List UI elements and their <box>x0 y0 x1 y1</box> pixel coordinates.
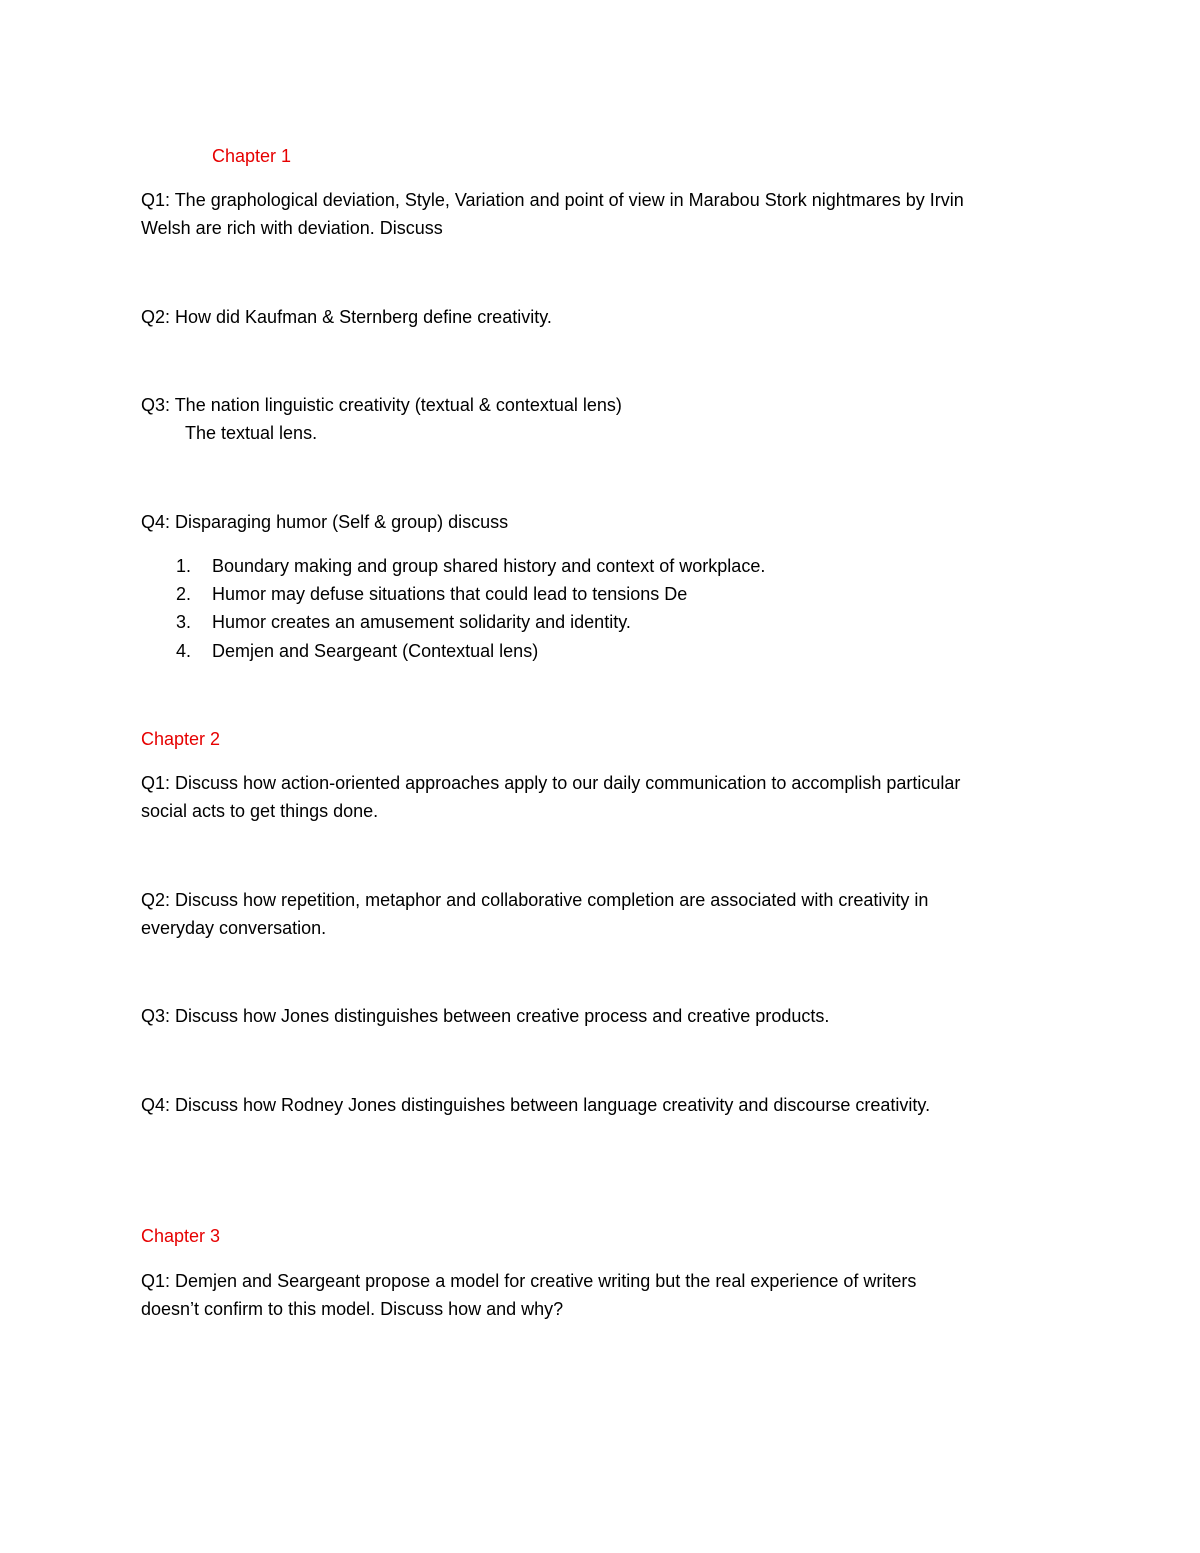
chapter-2-q2-line-1: Q2: Discuss how repetition, metaphor and collaborative completion are associated with creativity in <box>141 890 929 910</box>
list-item-number: 2. <box>176 584 192 604</box>
chapter-3-q1-line-2: doesn’t confirm to this model. Discuss how and why? <box>141 1299 564 1319</box>
chapter-1-q1-line-2: Welsh are rich with deviation. Discuss <box>141 218 443 238</box>
list-item-text: Boundary making and group shared history and context of workplace. <box>212 556 766 576</box>
chapter-1-heading: Chapter 1 <box>212 146 292 166</box>
chapter-2-q1-line-2: social acts to get things done. <box>141 801 379 821</box>
list-item-text: Humor may defuse situations that could lead to tensions De <box>212 584 688 604</box>
chapter-2-q2-line-2: everyday conversation. <box>141 918 327 938</box>
chapter-2-q4: Q4: Discuss how Rodney Jones distinguishes between language creativity and discourse creativity. <box>141 1095 931 1115</box>
chapter-2-q1-line-1: Q1: Discuss how action-oriented approaches apply to our daily communication to accomplish particular <box>141 773 961 793</box>
chapter-1-q3-sub: The textual lens. <box>185 423 318 443</box>
chapter-1-q3: Q3: The nation linguistic creativity (textual & contextual lens) <box>141 395 622 415</box>
chapter-3-heading: Chapter 3 <box>141 1226 221 1246</box>
chapter-1-q1-line-1: Q1: The graphological deviation, Style, Variation and point of view in Marabou Stork nightmares by Irvin <box>141 190 964 210</box>
list-item-number: 1. <box>176 556 192 576</box>
chapter-3-q1-line-1: Q1: Demjen and Seargeant propose a model for creative writing but the real experience of writers <box>141 1271 917 1291</box>
list-item-number: 3. <box>176 612 192 632</box>
chapter-1-q2: Q2: How did Kaufman & Sternberg define creativity. <box>141 307 552 327</box>
list-item-text: Humor creates an amusement solidarity and identity. <box>212 612 631 632</box>
chapter-1-q4: Q4: Disparaging humor (Self & group) discuss <box>141 512 509 532</box>
list-item-text: Demjen and Seargeant (Contextual lens) <box>212 641 539 661</box>
chapter-2-q3: Q3: Discuss how Jones distinguishes between creative process and creative products. <box>141 1006 830 1026</box>
chapter-2-heading: Chapter 2 <box>141 729 221 749</box>
list-item-number: 4. <box>176 641 192 661</box>
